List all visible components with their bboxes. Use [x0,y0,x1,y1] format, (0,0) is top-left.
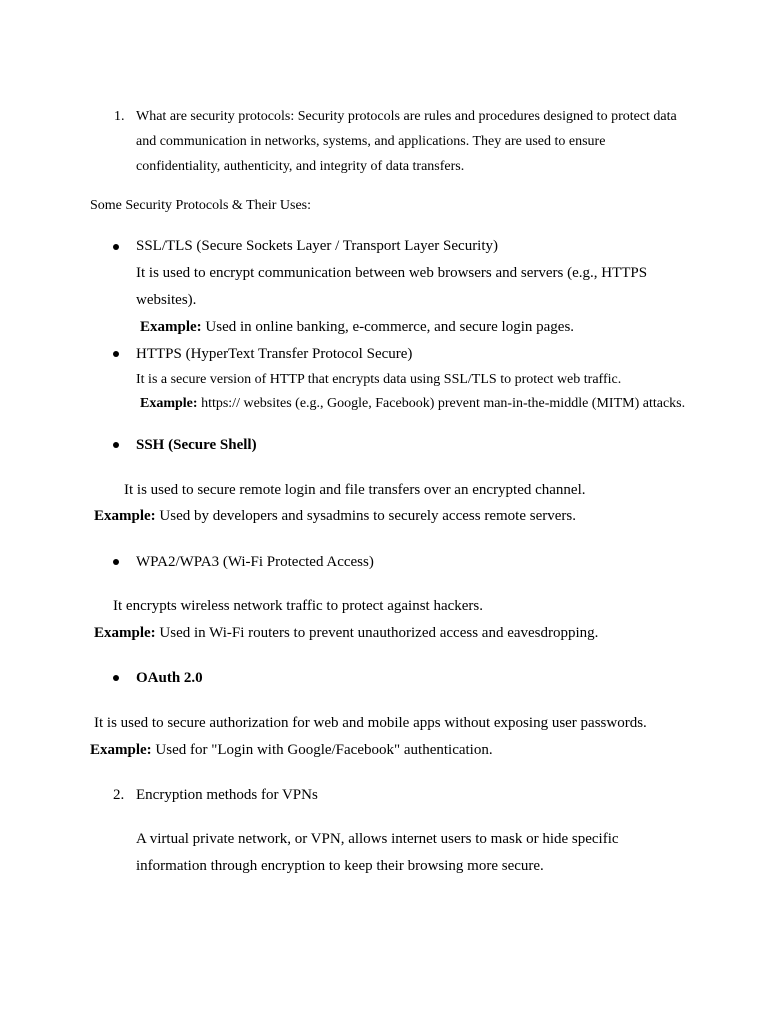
example-text: Used by developers and sysadmins to securely access remote servers. [155,508,576,524]
list-number-2: 2. [113,787,125,803]
ssl-desc-line-1: It is used to encrypt communication between web browsers and servers (e.g., HTTPS [136,265,648,281]
item2-line-1: A virtual private network, or VPN, allows internet users to mask or hide specific [136,831,619,847]
item1-line-2: and communication in networks, systems, and applications. They are used to ensure [136,134,606,149]
bullet-wpa [113,559,119,565]
example-label: Example: [140,396,198,411]
bullet-ssl [113,244,119,250]
https-example [140,397,685,411]
example-label: Example: [94,508,156,524]
list-number-1: 1. [114,109,125,124]
ssh-title: SSH (Secure Shell) [136,437,257,453]
ssh-example [94,509,576,524]
example-text: https:// websites (e.g., Google, Facebook) prevent man-in-the-middle (MITM) attacks. [197,396,686,411]
item2-title: Encryption methods for VPNs [136,787,318,803]
item2-line-2: information through encryption to keep their browsing more secure. [136,858,544,874]
bullet-oauth [113,675,119,681]
bullet-ssh [113,442,119,448]
item1-line-3: confidentiality, authenticity, and integrity of data transfers. [136,159,465,174]
section-subheading: Some Security Protocols & Their Uses: [90,198,311,213]
wpa-example [94,626,598,641]
example-text: Used in online banking, e-commerce, and secure login pages. [201,319,575,335]
wpa-desc: It encrypts wireless network traffic to protect against hackers. [113,598,484,614]
ssl-desc-line-2: websites). [136,292,197,308]
ssl-example [140,320,574,335]
item1-line-1: What are security protocols: Security protocols are rules and procedures designed to protect data [136,109,677,124]
example-text: Used in Wi-Fi routers to prevent unauthorized access and eavesdropping. [155,625,599,641]
example-label: Example: [90,742,152,758]
oauth-desc: It is used to secure authorization for web and mobile apps without exposing user passwords. [94,715,647,731]
ssh-desc: It is used to secure remote login and file transfers over an encrypted channel. [124,482,586,498]
ssl-title: SSL/TLS (Secure Sockets Layer / Transport Layer Security) [136,238,499,254]
https-desc: It is a secure version of HTTP that encrypts data using SSL/TLS to protect web traffic. [136,372,622,387]
bullet-https [113,351,119,357]
oauth-example [90,743,493,758]
example-label: Example: [94,625,156,641]
oauth-title: OAuth 2.0 [136,670,203,686]
example-label: Example: [140,319,202,335]
https-title: HTTPS (HyperText Transfer Protocol Secure) [136,346,413,362]
example-text: Used for "Login with Google/Facebook" authentication. [151,742,493,758]
wpa-title: WPA2/WPA3 (Wi-Fi Protected Access) [136,554,374,570]
